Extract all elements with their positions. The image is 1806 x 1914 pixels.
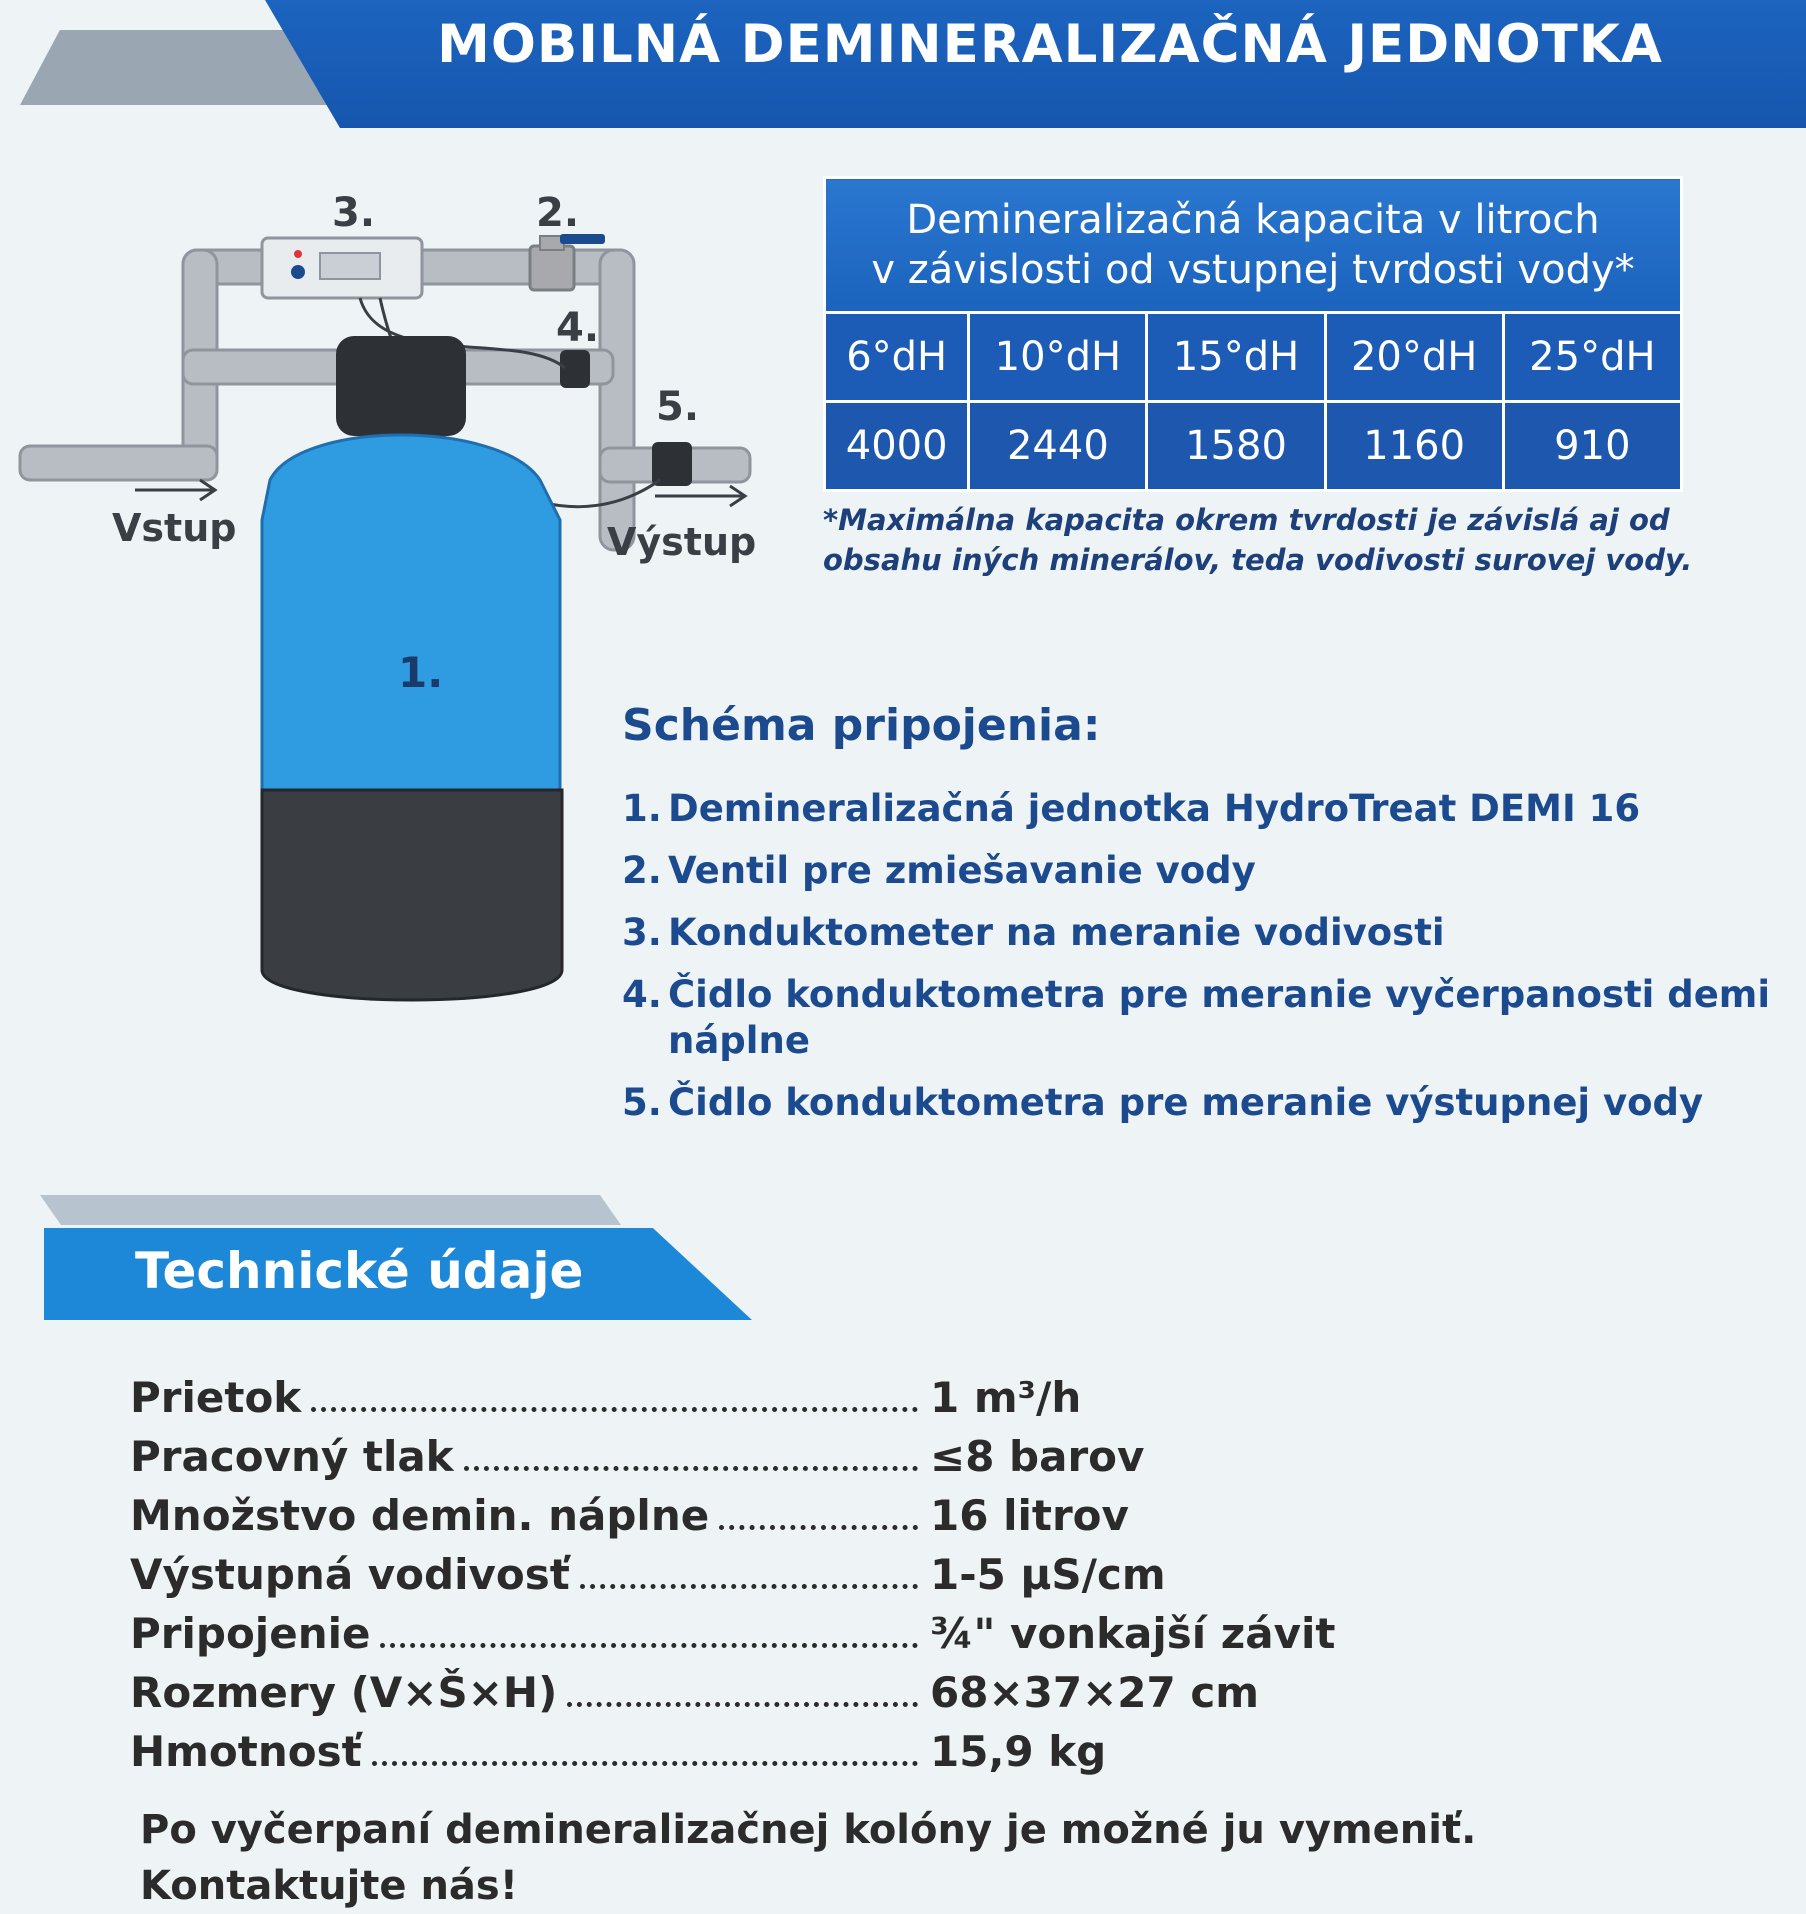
footer-note [140,1802,1760,1914]
footer-line1: Po vyčerpaní demineralizačnej kolóny je možné ju vymeniť. [140,1807,1477,1853]
spec-label: Hmotnosť [130,1727,362,1776]
capacity-note-line2: obsahu iných minerálov, teda vodivosti surovej vody. [823,543,1693,577]
scheme-item [622,848,1772,894]
capacity-cell: 1160 [1325,402,1503,491]
spec-row [130,1422,1430,1481]
diagram-label-5: 5. [656,384,700,430]
capacity-cell: 2440 [969,402,1147,491]
scheme-item-text: Konduktometer na meranie vodivosti [668,911,1445,954]
scheme-item-number: 1. [622,787,662,830]
scheme-title: Schéma pripojenia: [622,700,1101,751]
spec-value: ≤8 barov [930,1432,1145,1481]
capacity-cell: 4000 [825,402,969,491]
scheme-item [622,1080,1772,1126]
dot-leader [311,1407,918,1412]
outlet-label: Výstup [607,520,757,564]
capacity-heading-line2: v závislosti od vstupnej tvrdosti vody* [871,247,1635,293]
sensor-4 [560,350,590,388]
spec-value: 1 m³/h [930,1373,1082,1422]
spec-label: Výstupná vodivosť [130,1550,570,1599]
spec-value: 16 litrov [930,1491,1129,1540]
scheme-item-number: 2. [622,849,662,892]
hardness-cell: 10°dH [969,313,1147,402]
scheme-item-text: Demineralizačná jednotka HydroTreat DEMI 16 [668,787,1641,830]
dot-leader [567,1702,918,1707]
page-title: MOBILNÁ DEMINERALIZAČNÁ JEDNOTKA [437,14,1663,75]
capacity-note [823,500,1703,580]
inlet-pipe [20,446,217,480]
hardness-cell: 6°dH [825,313,969,402]
dot-leader [719,1525,918,1530]
scheme-item-text: Ventil pre zmiešavanie vody [668,849,1256,892]
spec-value: 68×37×27 cm [930,1668,1260,1717]
dot-leader [372,1761,918,1766]
diagram-label-1: 1. [398,648,444,697]
scheme-item [622,910,1772,956]
capacity-note-line1: *Maximálna kapacita okrem tvrdosti je závislá aj od [823,503,1670,537]
tech-title: Technické údaje [135,1242,584,1300]
hardness-cell: 20°dH [1325,313,1503,402]
capacity-cell: 1580 [1147,402,1325,491]
spec-label: Pripojenie [130,1609,371,1658]
scheme-item [622,972,1772,1064]
scheme-item-number: 5. [622,1081,662,1124]
scheme-item-text: Čidlo konduktometra pre meranie výstupnej vody [668,1081,1704,1124]
spec-label: Množstvo demin. náplne [130,1491,710,1540]
scheme-list [622,786,1772,1142]
spec-label: Pracovný tlak [130,1432,454,1481]
hardness-cell: 15°dH [1147,313,1325,402]
scheme-item-number: 4. [622,973,662,1016]
diagram-label-3: 3. [332,190,376,236]
capacity-cell: 910 [1503,402,1681,491]
dot-leader [580,1584,918,1589]
conductometer-device [262,238,422,298]
spec-value: 15,9 kg [930,1727,1107,1776]
spec-row [130,1599,1430,1658]
spec-list [130,1363,1430,1776]
capacity-table [823,176,1683,492]
spec-row [130,1540,1430,1599]
diagram-label-2: 2. [536,190,580,236]
spec-value: ¾" vonkajší závit [930,1609,1336,1658]
spec-row [130,1658,1430,1717]
inlet-label: Vstup [112,506,237,550]
scheme-item-text: Čidlo konduktometra pre meranie vyčerpanosti demi náplne [668,973,1771,1062]
tech-gray-stripe [40,1195,621,1225]
dot-leader [380,1643,918,1648]
spec-row [130,1481,1430,1540]
dot-leader [464,1466,918,1471]
scheme-item [622,786,1772,832]
scheme-item-number: 3. [622,911,662,954]
spec-row [130,1717,1430,1776]
spec-label: Prietok [130,1373,302,1422]
capacity-heading-line1: Demineralizačná kapacita v litroch [906,197,1600,243]
sensor-5 [652,442,692,486]
spec-label: Rozmery (V×Š×H) [130,1668,558,1717]
spec-value: 1-5 µS/cm [930,1550,1166,1599]
spec-row [130,1363,1430,1422]
diagram-label-4: 4. [556,305,600,351]
capacity-table-heading [825,178,1682,313]
footer-line2: Kontaktujte nás! [140,1863,518,1909]
hardness-cell: 25°dH [1503,313,1681,402]
